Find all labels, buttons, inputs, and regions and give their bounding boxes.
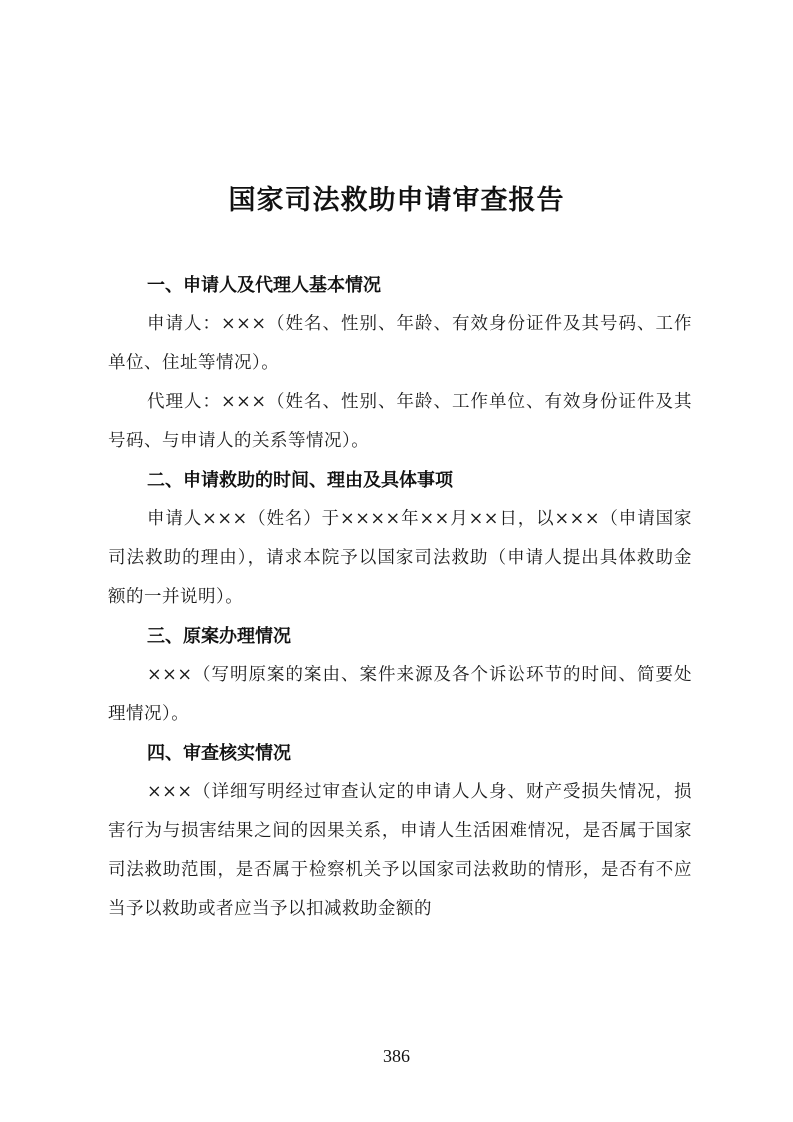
document-body <box>108 266 692 929</box>
section-review-verification <box>108 734 692 929</box>
section-heading: 三、原案办理情况 <box>147 626 291 647</box>
section-heading: 四、审查核实情况 <box>147 743 291 764</box>
paragraph-review: ×××（详细写明经过审查认定的申请人人身、财产受损失情况，损害行为与损害结果之间的因果关系，申请人生活困难情况，是否属于国家司法救助范围，是否属于检察机关予以国家司法救助的情形，是否有不应当予以救助或者应当予以扣减救助金额的 <box>108 782 692 919</box>
section-heading: 二、申请救助的时间、理由及具体事项 <box>147 470 453 491</box>
section-applicant-info <box>108 266 692 461</box>
paragraph-application: 申请人×××（姓名）于××××年××月××日，以×××（申请国家司法救助的理由），请求本院予以国家司法救助（申请人提出具体救助金额的一并说明）。 <box>108 509 692 607</box>
paragraph-applicant: 申请人：×××（姓名、性别、年龄、有效身份证件及其号码、工作单位、住址等情况）。 <box>108 314 692 373</box>
paragraph-original-case: ×××（写明原案的案由、案件来源及各个诉讼环节的时间、简要处理情况）。 <box>108 665 692 724</box>
section-application-details <box>108 461 692 617</box>
section-original-case <box>108 617 692 734</box>
page-number: 386 <box>383 1046 410 1066</box>
document-title: 国家司法救助申请审查报告 <box>228 185 565 216</box>
section-heading: 一、申请人及代理人基本情况 <box>147 275 381 296</box>
paragraph-agent: 代理人：×××（姓名、性别、年龄、工作单位、有效身份证件及其号码、与申请人的关系等情况）。 <box>108 392 692 451</box>
